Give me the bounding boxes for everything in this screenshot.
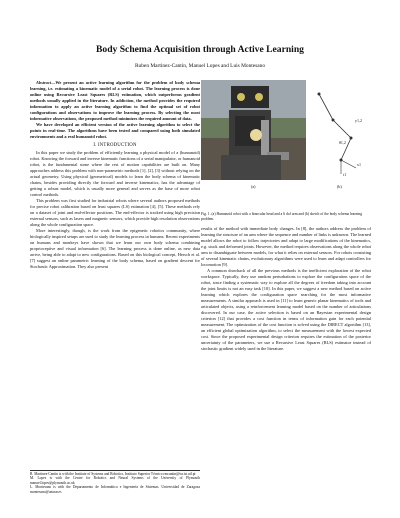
abstract-text: We present an active learning algorithm for the problem of body schema learning, i.e. estimating a kinematic model of a serial robot. The learning process is done online using Recursive Least Squares (RLS) estimation, which outperforms gradient methods usually applied in the literature. In addiction, the method provides the required information to apply an active learning algorithm to find the optimal set of robot configurations and observations to improve the learning process. By selecting the most informative observations, the proposed method minimizes the required amount of data. <box>30 80 200 121</box>
paper-authors: Ruben Martinez-Cantin, Manuel Lopes and Luis Montesano <box>134 63 266 69</box>
intro-paragraph-3: More interestingly, though, is the work from the epigenetic robotics community, where biologically inspired setups are used to study the learning process in humans. Recent experiments on humans and monkeys have shown that we learn our own body schema combining proprioceptive and visual information [6]. The learning process is done online, as new data arrive, being able to adapt to new configurations. Based on this biological concept, Hersch et al. [7] suggest an online parametric learning of the body schema, based on gradient descent for Stochastic Approximation. They also present <box>30 228 200 269</box>
footnotes <box>30 470 200 494</box>
humanoid-robot-photo <box>201 80 306 180</box>
footnote-2: M. Lopes is with the Centre for Robotics and Neural Systems of the University of Plymouth manuel.lopes@plymouth.ac.uk <box>30 476 200 485</box>
intro-paragraph-2: This problem was first studied for industrial robots where several authors proposed methods for precise robot calibration based on least squares (LS) estimation [4], [5]. These methods rely on a dataset of joint and end-effector positions. The end-effector is tracked using high precision external sensors, such as lasers and magnetic sensors, which provide high resolution observations along the whole configuration space. <box>30 198 200 227</box>
abstract-lead: Abstract— <box>36 80 56 85</box>
robot-photo-illustration <box>201 80 306 180</box>
footnote-3: L. Montesano is with the Departamento de Informática e Ingeniería de Sistemas. Universidad de Zaragoza montesano@unizar.es <box>30 485 200 494</box>
section-heading-introduction: I. INTRODUCTION <box>93 143 137 148</box>
figure-caption: Fig. 1. (a) Humanoid robot with a binocular head and a 6 dof arm and (b) sketch of the body schema learning problem. <box>201 212 363 221</box>
right-column <box>201 226 371 352</box>
right-paragraph-1: results of the method with immediate body changes. In [8], the authors address the problem of learning the structure of an arm where the sequence and number of links is unknown. The learned model allows the robot to follow trajectories and adapt to large modifications of the kinematics, e.g. stuck and deformed joints. However, the method requires observations along the whole robot arm to disambiguate between models, for what it relies on external sensors. For robots consisting of several kinematic chains, evolutionary algorithms were used to learn and adapt controllers for locomotion [9]. <box>201 226 371 267</box>
abstract <box>30 80 200 122</box>
diagram-label-t: t1 <box>343 172 347 177</box>
footnote-1: R. Martinez-Cantin is with the Institute of Systems and Robotics, Instituto Superior Técnico rmcantin@isr.ist.utl.pt <box>30 472 196 476</box>
intro-paragraph-1: In this paper we study the problem of efficiently learning a physical model of a (humanoid) robot. Knowing the forward and inverse kinematic functions of a serial manipulator, or humanoid robot, is the fundamental stone where the rest of motion capabilities are built on. Many approaches address this problem with non-parametric methods [1], [2], [3] without relying on the actual geometry. Using physical (geometrical) models to learn the body schema of kinematic chains, besides providing directly the forward and inverse kinematics, has the advantage of getting a robust model, which is usually more general and serves as the base of more robot control methods. <box>30 150 200 197</box>
abstract-text-2: We have developed an efficient version of the active learning algorithm to select the points in real-time. The algorithms have been tested and compared using both simulated environments and a real humanoid robot. <box>30 122 200 139</box>
right-paragraph-2: A common drawback of all the previous methods is the inefficient exploration of the robot workspace. Typically, they use random perturbations to explore the configuration space of the robot, since finding a systematic way to explore all the degrees of freedom taking into account the joint limits is not an easy task [10]. In this paper, we suggest a new method based on active learning which explores the configuration space searching for the most informative measurements. A similar approach is used in [11] to learn generic planar kinematics of tools and articulated objects, using a reinforcement learning model based on the number of articulations discovered. In our case, the active selection is based on an Bayesian experimental design criterion [12] that provides a cost function in terms of information gain for each potential measurement. The optimization of the cost function is solved using the DIRECT algorithm [13], an efficient global optimization algorithm, to select the measurement with the lowest expected cost. Since the proposed experimental design criterion requires the estimation of the posterior uncertainty of the parameters, we use a Recursive Least Squares (RLS) estimator instead of stochastic gradient widely used in the literature. <box>201 268 371 351</box>
diagram-label-y: y1,2 <box>355 118 362 123</box>
figure-label-a: (a) <box>251 184 256 189</box>
body-schema-sketch <box>311 80 371 180</box>
figure-1 <box>201 80 371 195</box>
diagram-label-x: x1 <box>357 162 361 167</box>
paper-title: Body Schema Acquisition through Active Learning <box>96 44 304 55</box>
figure-label-b: (b) <box>337 184 342 189</box>
diagram-label-theta: θ1,2 <box>339 140 346 145</box>
left-column <box>30 80 200 270</box>
